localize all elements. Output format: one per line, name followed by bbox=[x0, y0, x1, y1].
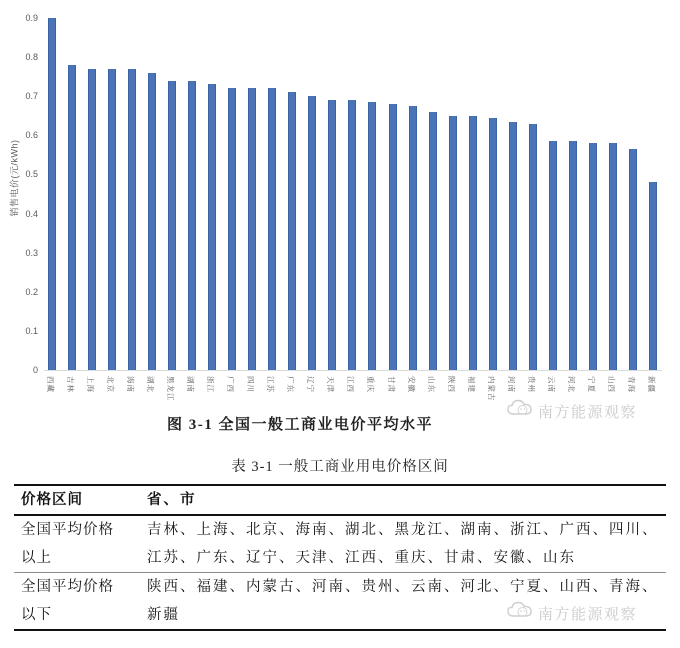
bar bbox=[228, 88, 236, 370]
y-axis-title: 销售电价(元/kWh) bbox=[9, 139, 20, 217]
x-axis-label: 山东 bbox=[426, 376, 436, 393]
bar bbox=[609, 143, 617, 370]
x-axis-label: 山西 bbox=[606, 376, 616, 393]
x-axis-label: 安徽 bbox=[406, 376, 416, 393]
bar bbox=[469, 116, 477, 370]
bar bbox=[48, 18, 56, 370]
x-axis-label: 辽宁 bbox=[306, 376, 316, 393]
x-axis-label: 黑龙江 bbox=[166, 376, 176, 402]
x-axis-label: 广西 bbox=[226, 376, 236, 393]
bar bbox=[248, 88, 256, 370]
x-axis-label: 新疆 bbox=[646, 376, 656, 393]
x-axis-label: 重庆 bbox=[366, 376, 376, 393]
x-axis-label: 贵州 bbox=[526, 376, 536, 393]
watermark-text: 南方能源观察 bbox=[538, 404, 638, 421]
bar bbox=[268, 88, 276, 370]
bar bbox=[529, 124, 537, 370]
bar bbox=[489, 118, 497, 370]
bar bbox=[208, 84, 216, 370]
bar bbox=[449, 116, 457, 370]
bar bbox=[409, 106, 417, 370]
x-axis-label: 湖南 bbox=[186, 376, 196, 393]
x-axis-label: 浙江 bbox=[206, 376, 216, 393]
y-axis-tick-label: 0.6 bbox=[25, 130, 38, 141]
y-axis-tick-label: 0.7 bbox=[25, 91, 38, 102]
x-axis-label: 福建 bbox=[466, 376, 476, 393]
x-axis-label: 西藏 bbox=[46, 376, 55, 393]
x-axis-label: 河北 bbox=[566, 376, 576, 393]
x-axis-label: 上海 bbox=[86, 376, 96, 393]
table-row bbox=[14, 516, 666, 572]
header-price-range: 价格区间 bbox=[21, 492, 83, 508]
x-axis-label: 北京 bbox=[106, 376, 116, 393]
watermark bbox=[506, 600, 637, 626]
figure-caption: 图 3-1 全国一般工商业电价平均水平 bbox=[167, 417, 433, 433]
bar bbox=[589, 143, 597, 370]
watermark-text: 南方能源观察 bbox=[538, 606, 638, 623]
bar bbox=[148, 73, 156, 370]
x-axis-label: 江西 bbox=[346, 376, 356, 393]
x-axis-label: 海南 bbox=[126, 376, 136, 393]
range-cell: 全国平均价格 以上 bbox=[21, 522, 114, 566]
header-provinces: 省、市 bbox=[147, 492, 197, 508]
bar bbox=[308, 96, 316, 370]
table-header-row bbox=[14, 486, 666, 516]
bar bbox=[368, 102, 376, 370]
bar bbox=[108, 69, 116, 370]
y-axis-tick-label: 0.5 bbox=[25, 169, 38, 180]
bar bbox=[88, 69, 96, 370]
bar bbox=[128, 69, 136, 370]
x-axis-label: 四川 bbox=[246, 376, 256, 393]
cloud-logo-icon bbox=[506, 398, 533, 424]
x-axis-label: 湖北 bbox=[146, 376, 156, 393]
bar bbox=[629, 149, 637, 370]
bar bbox=[509, 122, 517, 370]
table-title: 表 3-1 一般工商业用电价格区间 bbox=[231, 459, 449, 475]
bar bbox=[649, 182, 657, 370]
y-axis-tick-label: 0.9 bbox=[25, 13, 38, 23]
bar bbox=[288, 92, 296, 370]
provinces-cell: 吉林、上海、北京、海南、湖北、黑龙江、湖南、浙江、广西、四川、 江苏、广东、辽宁、天津、江西、重庆、甘肃、安徽、山东 bbox=[147, 522, 659, 566]
x-axis-label: 云南 bbox=[546, 376, 556, 393]
y-axis-tick-label: 0.3 bbox=[25, 247, 38, 258]
range-cell: 全国平均价格 以下 bbox=[21, 579, 114, 623]
bar bbox=[328, 100, 336, 370]
x-axis-label: 内蒙古 bbox=[486, 376, 496, 402]
x-axis-label: 吉林 bbox=[66, 376, 76, 393]
x-axis-label: 宁夏 bbox=[586, 376, 596, 393]
y-axis-tick-label: 0.2 bbox=[25, 286, 38, 297]
y-axis-tick-label: 0.1 bbox=[25, 325, 38, 336]
x-axis-label: 河南 bbox=[506, 376, 516, 393]
x-axis-label: 陕西 bbox=[446, 376, 456, 393]
y-axis-tick-label: 0.4 bbox=[25, 208, 38, 219]
x-axis-label: 天津 bbox=[326, 376, 336, 393]
provinces-cell: 陕西、福建、内蒙古、河南、贵州、云南、河北、宁夏、山西、青海、 新疆 bbox=[147, 579, 659, 623]
bar bbox=[429, 112, 437, 370]
bar bbox=[348, 100, 356, 370]
bar bbox=[549, 141, 557, 370]
x-axis-label: 广东 bbox=[286, 376, 296, 393]
cloud-logo-icon bbox=[506, 600, 533, 626]
y-axis-tick-label: 0 bbox=[32, 365, 38, 375]
x-axis-label: 江苏 bbox=[266, 376, 276, 393]
bar bbox=[569, 141, 577, 370]
bar bbox=[168, 81, 176, 370]
bar bbox=[389, 104, 397, 370]
bar bbox=[68, 65, 76, 370]
x-axis-line bbox=[44, 370, 662, 371]
watermark bbox=[506, 398, 637, 424]
bar bbox=[188, 81, 196, 370]
y-axis-tick-label: 0.8 bbox=[25, 52, 38, 63]
x-axis-label: 青海 bbox=[626, 376, 636, 393]
x-axis-label: 甘肃 bbox=[386, 376, 396, 393]
